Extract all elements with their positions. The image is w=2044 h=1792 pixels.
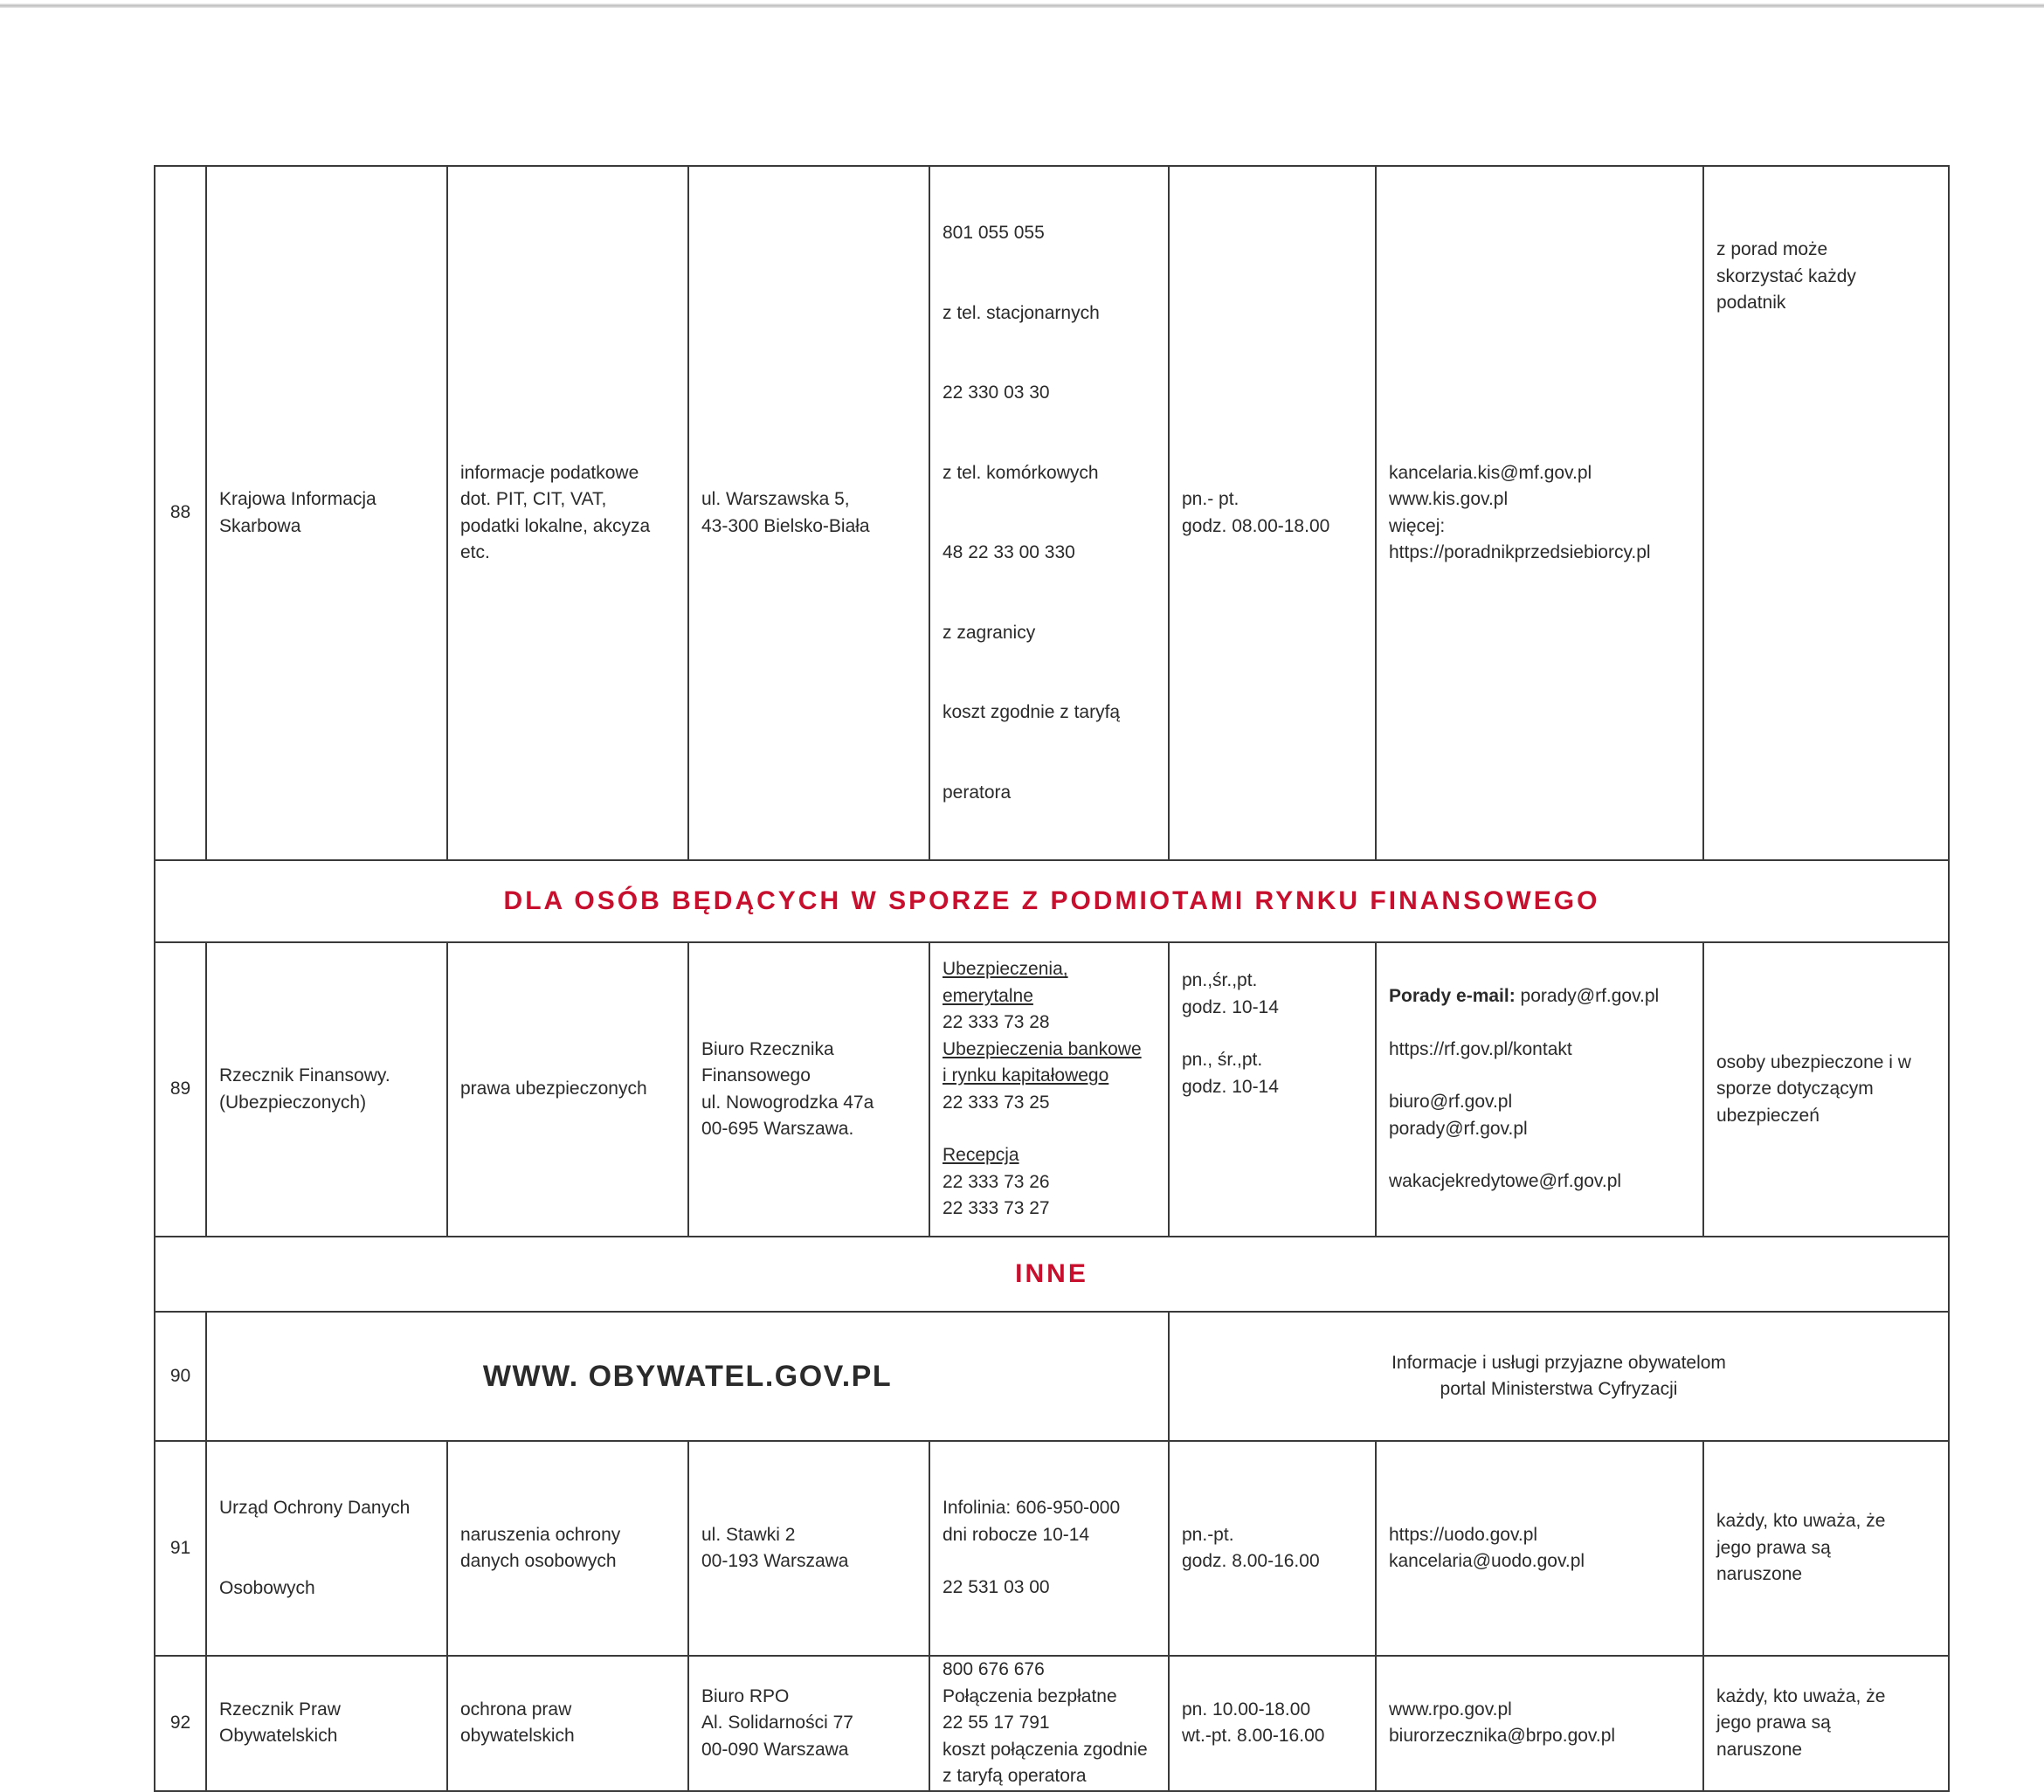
text-line: Informacje i usługi przyjazne obywatelom — [1391, 1352, 1726, 1373]
text-line: obywatelskich — [460, 1726, 575, 1747]
portal-description — [1169, 1312, 1949, 1441]
text-line: każdy, kto uważa, że — [1716, 1511, 1886, 1532]
text-line: wt.-pt. 8.00-16.00 — [1182, 1726, 1325, 1747]
row-number: 91 — [155, 1441, 206, 1656]
phone-category-label: Recepcja — [943, 1145, 1019, 1166]
phone-number: 801 055 055 — [943, 223, 1045, 243]
phone-category-label: i rynku kapitałowego — [943, 1065, 1109, 1086]
eligibility-cell — [1703, 166, 1949, 860]
text-line: Biuro Rzecznika — [701, 1038, 834, 1059]
section-row — [155, 860, 1949, 942]
contact-cell — [1376, 942, 1703, 1237]
address-cell — [688, 1656, 929, 1791]
hours-cell — [1169, 166, 1376, 860]
text-line: danych osobowych — [460, 1551, 617, 1571]
text-line: 00-695 Warszawa. — [701, 1119, 854, 1139]
text-line: 43-300 Bielsko-Biała — [701, 515, 870, 536]
eligibility-cell — [1703, 942, 1949, 1237]
text-line: etc. — [460, 542, 490, 562]
text-line: Biuro RPO — [701, 1685, 790, 1706]
website-link[interactable]: https://rf.gov.pl/kontakt — [1389, 1038, 1572, 1059]
text-line: ul. Stawki 2 — [701, 1524, 796, 1545]
phone-number: 22 330 03 30 — [943, 383, 1050, 403]
phone-cell — [929, 166, 1169, 860]
phone-number: 22 55 17 791 — [943, 1713, 1050, 1733]
advice-email-line — [1389, 983, 1690, 1010]
text-line: Finansowego — [701, 1065, 811, 1086]
website-link[interactable]: https://uodo.gov.pl — [1389, 1524, 1538, 1545]
phone-number: 22 333 73 28 — [943, 1012, 1050, 1033]
email-link[interactable]: porady@rf.gov.pl — [1515, 986, 1660, 1007]
table-row — [155, 942, 1949, 1237]
spacer — [943, 1116, 1156, 1142]
section-heading-other: INNE — [155, 1237, 1949, 1312]
text-line: Rzecznik Finansowy. — [219, 1065, 390, 1086]
email-link[interactable]: kancelaria@uodo.gov.pl — [1389, 1551, 1585, 1571]
text-line: pn.- pt. — [1182, 489, 1240, 509]
phone-cell — [929, 1441, 1169, 1656]
row-number: 92 — [155, 1656, 206, 1791]
row-number: 88 — [155, 166, 206, 860]
phone-cell — [929, 1656, 1169, 1791]
spacer — [1182, 1021, 1363, 1047]
scope-cell — [447, 1656, 688, 1791]
eligibility-cell — [1703, 1656, 1949, 1791]
text-line: godz. 8.00-16.00 — [1182, 1551, 1320, 1571]
text-line: każdy, kto uważa, że — [1716, 1685, 1886, 1706]
spacer — [1389, 1142, 1690, 1168]
text-line: z taryfą operatora — [943, 1766, 1087, 1786]
text-line: (Ubezpieczonych) — [219, 1092, 367, 1113]
address-cell — [688, 942, 929, 1237]
text-line: ul. Warszawska 5, — [701, 489, 850, 509]
text-line: koszt zgodnie z taryfą — [943, 702, 1121, 722]
text-line: pn.-pt. — [1182, 1524, 1234, 1545]
text-line: sporze dotyczącym — [1716, 1079, 1874, 1099]
text-line: naruszone — [1716, 1739, 1803, 1760]
text-line: godz. 10-14 — [1182, 996, 1279, 1017]
text-line: z porad może — [1716, 239, 1828, 259]
address-cell — [688, 1441, 929, 1656]
text-line: ubezpieczeń — [1716, 1105, 1820, 1126]
phone-category-label: Ubezpieczenia, — [943, 959, 1068, 980]
phone-number: 22 333 73 26 — [943, 1171, 1050, 1192]
row-number: 90 — [155, 1312, 206, 1441]
text-line: podatki lokalne, akcyza — [460, 515, 651, 536]
phone-number: 22 333 73 27 — [943, 1198, 1050, 1219]
address-cell — [688, 166, 929, 860]
phone-category-label: Ubezpieczenia bankowe — [943, 1038, 1142, 1059]
text-line: jego prawa są — [1716, 1713, 1831, 1733]
text-line: więcej: — [1389, 515, 1446, 536]
eligibility-cell — [1703, 1441, 1949, 1656]
institution-name — [206, 166, 447, 860]
text-line: podatnik — [1716, 293, 1786, 313]
text-line: Urząd Ochrony Danych — [219, 1498, 411, 1518]
row-number: 89 — [155, 942, 206, 1237]
hours-cell — [1169, 1656, 1376, 1791]
table-row — [155, 1312, 1949, 1441]
institution-name — [206, 1441, 447, 1656]
text-line: naruszone — [1716, 1564, 1803, 1585]
hours-cell — [1169, 942, 1376, 1237]
text-line: ochrona praw — [460, 1699, 572, 1720]
institutions-table — [154, 165, 1950, 1792]
text-line: z tel. komórkowych — [943, 462, 1099, 483]
text-line: dni robocze 10-14 — [943, 1524, 1090, 1545]
website-link[interactable]: www.kis.gov.pl — [1389, 489, 1509, 509]
phone-number: 800 676 676 — [943, 1659, 1045, 1679]
spacer — [943, 1548, 1156, 1575]
text-line: pn.,śr.,pt. — [1182, 970, 1258, 990]
website-link[interactable]: www.rpo.gov.pl — [1389, 1699, 1512, 1720]
institution-name — [206, 1656, 447, 1791]
text-line: godz. 08.00-18.00 — [1182, 515, 1330, 536]
section-heading-financial: DLA OSÓB BĘDĄCYCH W SPORZE Z PODMIOTAMI RYNKU FINANSOWEGO — [155, 860, 1949, 942]
scan-edge — [0, 3, 2044, 8]
text-line: ul. Nowogrodzka 47a — [701, 1092, 874, 1113]
email-link[interactable]: wakacjekredytowe@rf.gov.pl — [1389, 1171, 1622, 1192]
text-line: naruszenia ochrony — [460, 1524, 621, 1545]
text-line: Krajowa Informacja — [219, 489, 376, 509]
phone-number: Infolinia: 606-950-000 — [943, 1498, 1121, 1519]
table-row — [155, 1656, 1949, 1791]
scope-cell — [447, 1441, 688, 1656]
text-line: dot. PIT, CIT, VAT, — [460, 489, 607, 509]
table-row — [155, 1441, 1949, 1656]
spacer — [1389, 1063, 1690, 1089]
scope-cell — [447, 166, 688, 860]
text-line: Skarbowa — [219, 515, 301, 536]
phone-number: 22 333 73 25 — [943, 1092, 1050, 1113]
hours-cell — [1169, 1441, 1376, 1656]
contact-cell — [1376, 166, 1703, 860]
text-line: 00-193 Warszawa — [701, 1551, 849, 1571]
text-line: z tel. stacjonarnych — [943, 302, 1100, 323]
advice-email-label: Porady e-mail: — [1389, 986, 1516, 1007]
text-line: z zagranicy — [943, 622, 1036, 643]
email-link[interactable]: biurorzecznika@brpo.gov.pl — [1389, 1726, 1616, 1747]
text-line: Osobowych — [219, 1577, 315, 1598]
phone-cell — [929, 942, 1169, 1237]
contact-cell — [1376, 1656, 1703, 1791]
website-link[interactable]: https://poradnikprzedsiebiorcy.pl — [1389, 542, 1651, 562]
email-link[interactable]: biuro@rf.gov.pl — [1389, 1092, 1513, 1113]
contact-cell — [1376, 1441, 1703, 1656]
text-line: 00-090 Warszawa — [701, 1739, 849, 1760]
text-line: pn., śr.,pt. — [1182, 1050, 1263, 1070]
text-line: peratora — [943, 782, 1012, 803]
phone-number: 48 22 33 00 330 — [943, 542, 1075, 562]
text-line: portal Ministerstwa Cyfryzacji — [1440, 1379, 1678, 1399]
text-line: koszt połączenia zgodnie — [943, 1739, 1148, 1760]
scope-cell: prawa ubezpieczonych — [447, 942, 688, 1237]
spacer — [1389, 1010, 1690, 1037]
text-line: skorzystać każdy — [1716, 265, 1856, 286]
email-link[interactable]: porady@rf.gov.pl — [1389, 1118, 1528, 1139]
text-line: Rzecznik Praw — [219, 1699, 341, 1720]
text-line: jego prawa są — [1716, 1537, 1831, 1558]
text-line: pn. 10.00-18.00 — [1182, 1699, 1311, 1720]
email-link[interactable]: kancelaria.kis@mf.gov.pl — [1389, 462, 1592, 483]
text-line: osoby ubezpieczone i w — [1716, 1051, 1911, 1072]
text-line: Połączenia bezpłatne — [943, 1685, 1117, 1706]
text-line: Al. Solidarności 77 — [701, 1713, 853, 1733]
table-row — [155, 166, 1949, 860]
text-line: informacje podatkowe — [460, 462, 639, 483]
phone-category-label: emerytalne — [943, 985, 1033, 1006]
obywatel-portal-link[interactable]: WWW. OBYWATEL.GOV.PL — [206, 1312, 1169, 1441]
phone-number: 22 531 03 00 — [943, 1577, 1050, 1598]
section-row — [155, 1237, 1949, 1312]
institution-name — [206, 942, 447, 1237]
text-line: Obywatelskich — [219, 1726, 338, 1747]
text-line: godz. 10-14 — [1182, 1076, 1279, 1097]
